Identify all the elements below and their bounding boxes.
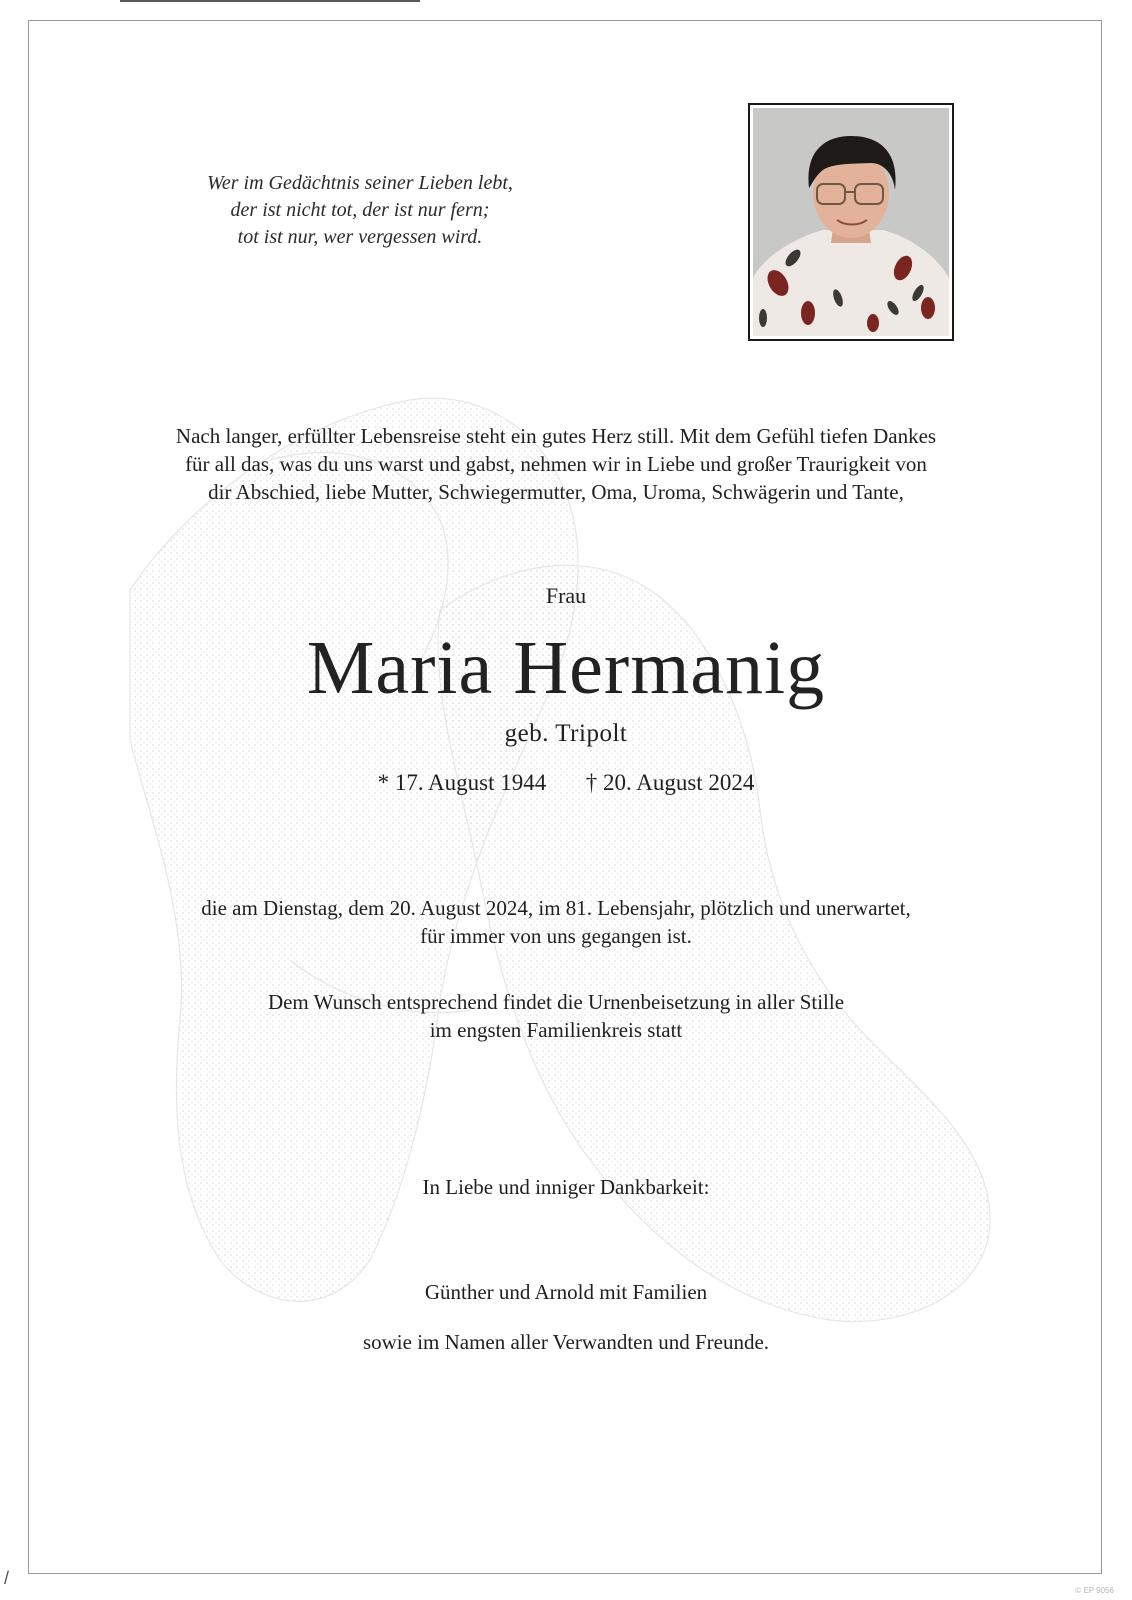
praying-hands-icon: [110, 360, 1010, 1360]
intro-line: Nach langer, erfüllter Lebensreise steht ein gutes Herz still. Mit dem Gefühl tiefen Dankes: [175, 424, 937, 448]
intro-text: [70, 422, 1042, 506]
intro-line: für all das, was du uns warst und gabst, nehmen wir in Liebe und großer Traurigkeit von: [185, 452, 927, 476]
scan-mark: /: [4, 1568, 10, 1588]
burial-notice: [70, 988, 1042, 1044]
quote-line: Wer im Gedächtnis seiner Lieben lebt,: [207, 172, 513, 194]
birth-date: * 17. August 1944: [377, 770, 547, 795]
death-notice-line: für immer von uns gegangen ist.: [420, 924, 692, 948]
maiden-name: geb. Tripolt: [504, 720, 628, 747]
portrait-illustration: [753, 108, 949, 336]
deceased-name: Maria Hermanig: [306, 626, 826, 710]
quote-line: tot ist nur, wer vergessen wird.: [237, 226, 483, 248]
burial-notice-line: im engsten Familienkreis statt: [429, 1018, 683, 1042]
memorial-quote: [150, 170, 570, 251]
death-date: † 20. August 2024: [585, 770, 755, 795]
thanks-line: In Liebe und inniger Dankbarkeit:: [422, 1175, 710, 1199]
relatives-line: sowie im Namen aller Verwandten und Freunde.: [362, 1330, 770, 1354]
family-signature: Günther und Arnold mit Familien: [424, 1280, 708, 1304]
quote-line: der ist nicht tot, der ist nur fern;: [230, 199, 490, 221]
burial-notice-line: Dem Wunsch entsprechend findet die Urnenbeisetzung in aller Stille: [267, 990, 845, 1014]
scan-edge-line: [120, 0, 420, 2]
death-notice-line: die am Dienstag, dem 20. August 2024, im 81. Lebensjahr, plötzlich und unerwartet,: [201, 896, 911, 920]
portrait-photo: [753, 108, 949, 336]
life-dates: [0, 770, 1132, 796]
death-notice: [70, 894, 1042, 950]
printer-stamp: © EP 9056: [1075, 1586, 1114, 1595]
portrait-frame: [748, 103, 954, 341]
salutation: Frau: [545, 583, 587, 608]
intro-line: dir Abschied, liebe Mutter, Schwiegermutter, Oma, Uroma, Schwägerin und Tante,: [208, 480, 904, 504]
